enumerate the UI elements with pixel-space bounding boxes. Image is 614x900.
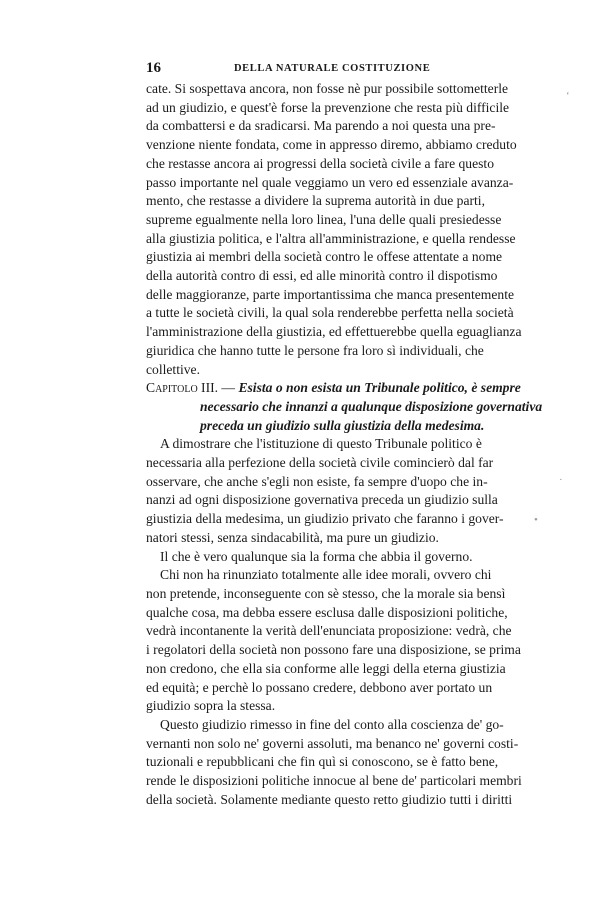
text-line: cate. Si sospettava ancora, non fosse nè pur possibile sottometterle bbox=[146, 81, 509, 96]
text-line: rende le disposizioni politiche innocue al bene de' particolari membri bbox=[146, 773, 522, 789]
text-line: osservare, che anche s'egli non esiste, fa sempre d'uopo che in- bbox=[146, 473, 488, 489]
text-line: ed equità; e perchè lo possano credere, debbono aver portato un bbox=[146, 679, 493, 695]
text-line: Chi non ha rinunziato totalmente alle idee morali, ovvero chi bbox=[160, 567, 492, 583]
text-line: della autorità contro di essi, ed alle minorità contro il dispotismo bbox=[146, 268, 498, 284]
text-line: l'amministrazione della giustizia, ed effettuerebbe quella eguaglianza bbox=[146, 324, 522, 340]
text-line: passo importante nel quale veggiamo un vero ed essenziale avanza- bbox=[146, 174, 514, 190]
text-line: giustizia ai membri della società contro le offese attentate a nome bbox=[146, 249, 503, 265]
text-line: giuridica che hanno tutte le persone fra loro sì individuali, che bbox=[146, 342, 484, 358]
text-line: tuzionali e repubblicani che fin quì si conoscono, se è fatto bene, bbox=[146, 754, 499, 770]
text-line: collettive. bbox=[146, 361, 200, 377]
text-line: giudizio sopra la stessa. bbox=[146, 698, 276, 714]
text-line: necessaria alla perfezione della società civile comincierò dal far bbox=[146, 455, 494, 471]
page-body bbox=[146, 80, 546, 809]
paragraph-1 bbox=[146, 80, 546, 379]
chapter-heading-line bbox=[146, 379, 546, 398]
text-line: ad un giudizio, e quest'è forse la prevenzione che resta più difficile bbox=[146, 99, 510, 115]
paragraph-5 bbox=[146, 716, 546, 810]
text-line: i regolatori della società non possono fare una disposizione, se prima bbox=[146, 642, 521, 658]
text-line: qualche cosa, ma debba essere esclusa dalle disposizioni politiche, bbox=[146, 604, 508, 620]
text-line: giustizia della medesima, un giudizio privato che faranno i gover- bbox=[146, 511, 504, 527]
text-line: A dimostrare che l'istituzione di questo Tribunale politico è bbox=[160, 436, 482, 452]
print-smudge-mark: • bbox=[534, 514, 538, 526]
page-number: 16 bbox=[146, 60, 161, 76]
text-line: della società. Solamente mediante questo retto giudizio tutti i diritti bbox=[146, 791, 513, 807]
chapter-title: necessario che innanzi a qualunque disposizione governativa bbox=[200, 398, 543, 414]
text-line: venzione niente fondata, come in appresso diremo, abbiamo creduto bbox=[146, 137, 517, 153]
chapter-heading bbox=[146, 379, 546, 435]
text-line: Il che è vero qualunque sia la forma che abbia il governo. bbox=[160, 548, 473, 564]
page-header bbox=[146, 60, 546, 80]
paragraph-2 bbox=[146, 435, 546, 547]
text-line: da combattersi e da sradicarsi. Ma parendo a noi questa una pre- bbox=[146, 118, 496, 134]
text-line: alla giustizia politica, e l'altra all'amministrazione, e quella rendesse bbox=[146, 230, 516, 246]
text-line: non pretende, inconseguente con sè stesso, che la morale sia bensì bbox=[146, 585, 506, 601]
text-line: vernanti non solo ne' governi assoluti, ma benanco ne' governi costi- bbox=[146, 735, 519, 751]
paragraph-3 bbox=[146, 548, 546, 567]
text-line: a tutte le società civili, la qual sola renderebbe perfetta nella società bbox=[146, 305, 514, 321]
running-title: DELLA NATURALE COSTITUZIONE bbox=[234, 63, 431, 74]
text-line: mento, che restasse a dividere la suprema autorità in due parti, bbox=[146, 193, 485, 209]
print-smudge-mark: · bbox=[559, 474, 563, 486]
text-line: Questo giudizio rimesso in fine del conto alla coscienza de' go- bbox=[160, 716, 504, 732]
text-line: che restasse ancora ai progressi della società civile a fare questo bbox=[146, 155, 494, 171]
text-line: delle maggioranze, parte importantissima che manca presentemente bbox=[146, 286, 515, 302]
text-line: natori stessi, senza sindacabilità, ma pure un giudizio. bbox=[146, 529, 439, 545]
paragraph-4 bbox=[146, 566, 546, 716]
text-line: non credono, che ella sia conforme alle leggi della eterna giustizia bbox=[146, 660, 506, 676]
chapter-title: preceda un giudizio sulla giustizia della medesima. bbox=[200, 417, 485, 433]
chapter-title: Esista o non esista un Tribunale politico, è sempre bbox=[238, 380, 521, 396]
text-line: vedrà incontanente la verità dell'enunciata proposizione: vedrà, che bbox=[146, 623, 512, 639]
text-line: supreme egualmente nella loro linea, l'una delle quali presiedesse bbox=[146, 211, 502, 227]
print-smudge-mark: ‘ bbox=[566, 90, 570, 102]
chapter-label: Capitolo III. — bbox=[146, 380, 236, 396]
text-line: nanzi ad ogni disposizione governativa preceda un giudizio sulla bbox=[146, 492, 498, 508]
